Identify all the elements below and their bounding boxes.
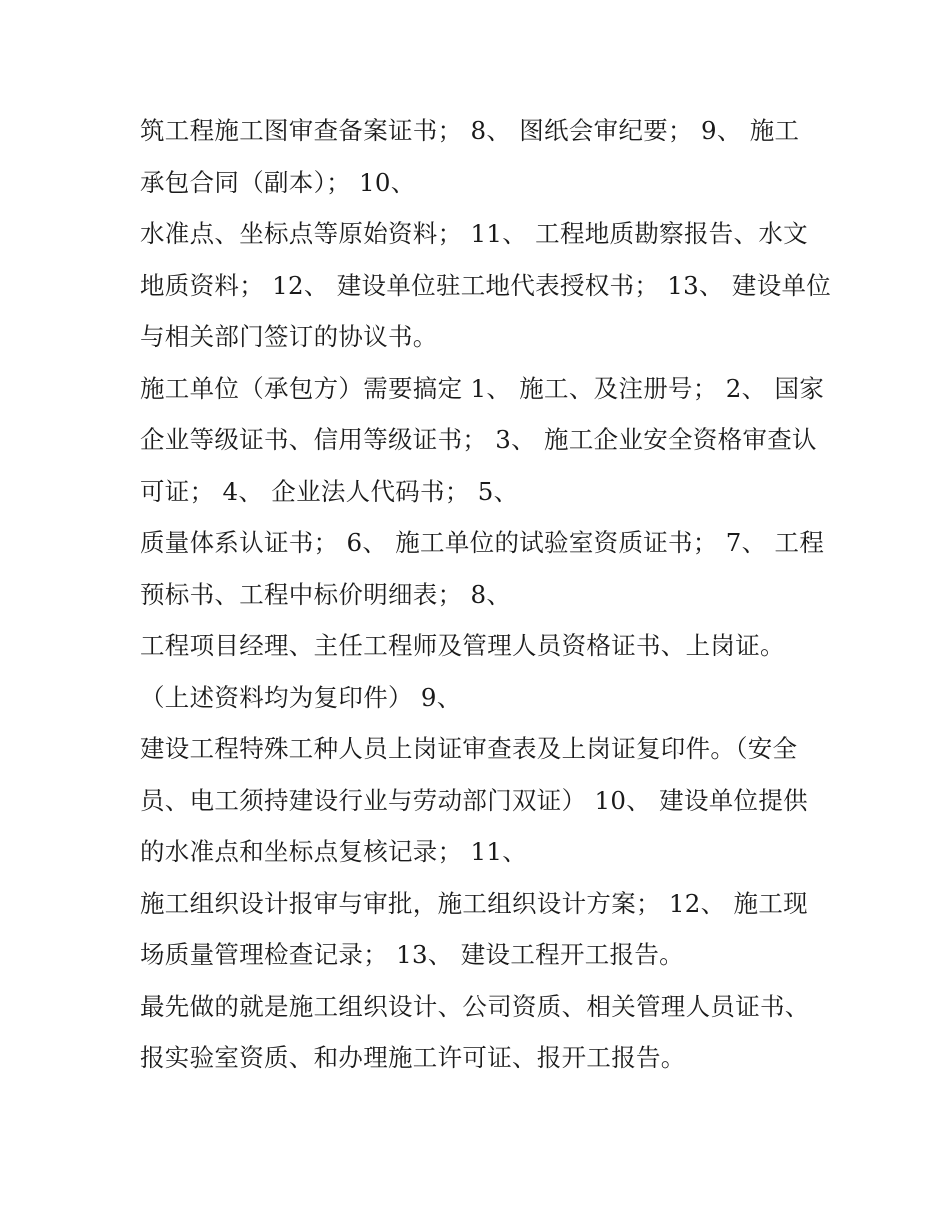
text-line: （上述资料均为复印件） 9、	[140, 682, 462, 712]
text-line: 可证； 4、 企业法人代码书； 5、	[140, 476, 519, 506]
document-body	[140, 105, 832, 1084]
text-line: 的水准点和坐标点复核记录； 11、	[140, 837, 528, 866]
text-line: 员、电工须持建设行业与劳动部门双证） 10、 建设单位提供	[140, 785, 808, 815]
text-line: 预标书、工程中标价明细表； 8、	[140, 579, 512, 609]
text-line: 建设工程特殊工种人员上岗证审查表及上岗证复印件。（安全	[140, 734, 798, 763]
text-line: 与相关部门签订的协议书。	[140, 322, 438, 351]
text-line: 工程项目经理、主任工程师及管理人员资格证书、上岗证。	[140, 631, 785, 660]
text-line: 场质量管理检查记录； 13、 建设工程开工报告。	[140, 940, 684, 969]
text-line: 企业等级证书、信用等级证书； 3、 施工企业安全资格审查认	[140, 425, 817, 454]
text-line: 施工组织设计报审与审批，施工组织设计方案； 12、 施工现	[140, 888, 808, 918]
text-line: 筑工程施工图审查备案证书； 8、 图纸会审纪要； 9、 施工	[140, 116, 800, 145]
text-line: 地质资料； 12、 建设单位驻工地代表授权书； 13、 建设单位	[140, 270, 832, 300]
text-line: 水准点、坐标点等原始资料； 11、 工程地质勘察报告、水文	[140, 219, 808, 248]
text-line: 质量体系认证书； 6、 施工单位的试验室资质证书； 7、 工程	[140, 528, 825, 557]
text-line: 最先做的就是施工组织设计、公司资质、相关管理人员证书、	[140, 991, 810, 1021]
text-line: 报实验室资质、和办理施工许可证、报开工报告。	[140, 1043, 686, 1072]
text-line: 承包合同（副本）； 10、	[140, 167, 416, 197]
text-line: 施工单位（承包方）需要搞定 1、 施工、及注册号； 2、 国家	[140, 373, 825, 403]
